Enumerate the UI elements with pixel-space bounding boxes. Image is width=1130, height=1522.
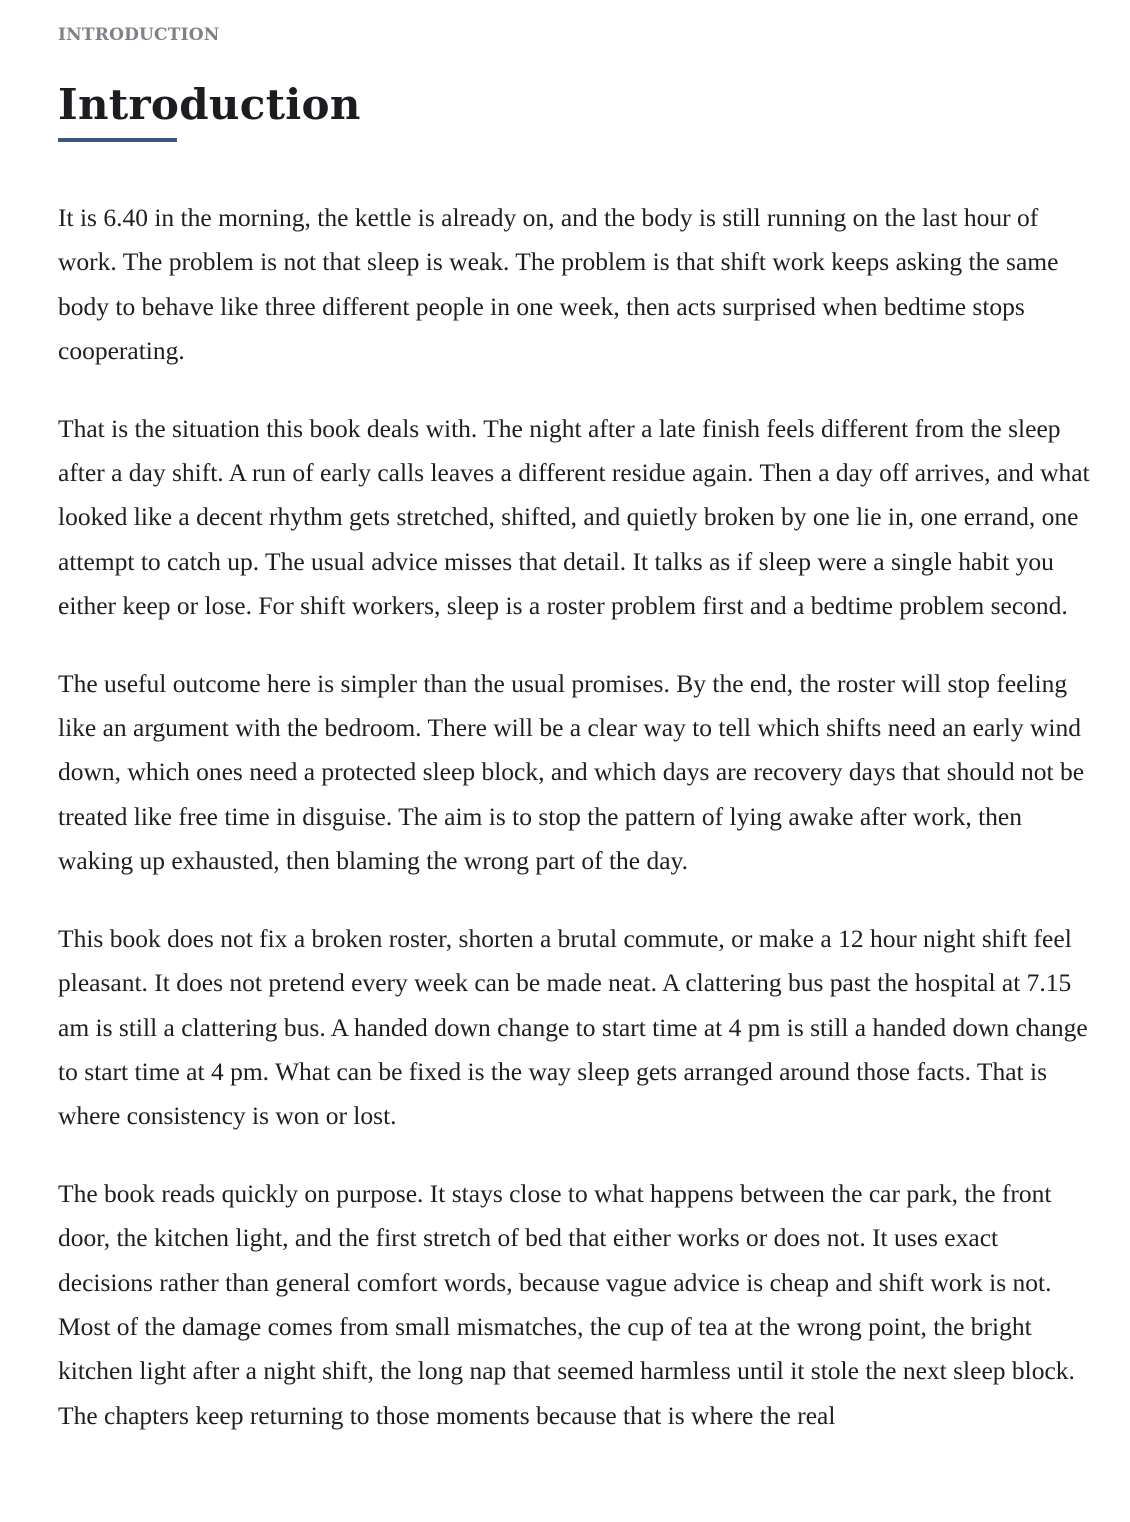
paragraph: This book does not fix a broken roster, shorten a brutal commute, or make a 12 hour night shift feel pleasant. It does not pretend every week can be made neat. A clattering bus past the hospital at 7.15 am is still a clattering bus. A handed down change to start time at 4 pm is still a handed down change to start time at 4 pm. What can be fixed is the way sleep gets arranged around those facts. That is where consistency is won or lost.	[58, 923, 1088, 1131]
paragraph: The book reads quickly on purpose. It stays close to what happens between the car park, the front door, the kitchen light, and the first stretch of bed that either works or does not. It uses exact decisions rather than general comfort words, because vague advice is cheap and shift work is not. Most of the damage comes from small mismatches, the cup of tea at the wrong point, the bright kitchen light after a night shift, the long nap that seemed harmless until it stole the next sleep block. The chapters keep returning to those moments because that is where the real	[58, 1178, 1075, 1430]
paragraph: It is 6.40 in the morning, the kettle is already on, and the body is still running on the last hour of work. The problem is not that sleep is weak. The problem is that shift work keeps asking the same body to behave like three different people in one week, then acts surprised when bedtime stops cooperating.	[58, 203, 1059, 366]
title-underline-rule	[58, 138, 177, 142]
paragraph: The useful outcome here is simpler than the usual promises. By the end, the roster will stop feeling like an argument with the bedroom. There will be a clear way to tell which shifts need an early wind down, which ones need a protected sleep block, and which days are recovery days that should not be treated like free time in disguise. The aim is to stop the pattern of lying awake after work, then waking up exhausted, then blaming the wrong part of the day.	[58, 668, 1085, 876]
chapter-title: Introduction	[58, 80, 361, 129]
running-head: INTRODUCTION	[58, 25, 220, 45]
body-text	[58, 196, 1094, 1471]
paragraph: That is the situation this book deals with. The night after a late finish feels different from the sleep after a day shift. A run of early calls leaves a different residue again. Then a day off arrives, and what looked like a decent rhythm gets stretched, shifted, and quietly broken by one lie in, one errand, one attempt to catch up. The usual advice misses that detail. It talks as if sleep were a single habit you either keep or lose. For shift workers, sleep is a roster problem first and a bedtime problem second.	[58, 413, 1090, 621]
